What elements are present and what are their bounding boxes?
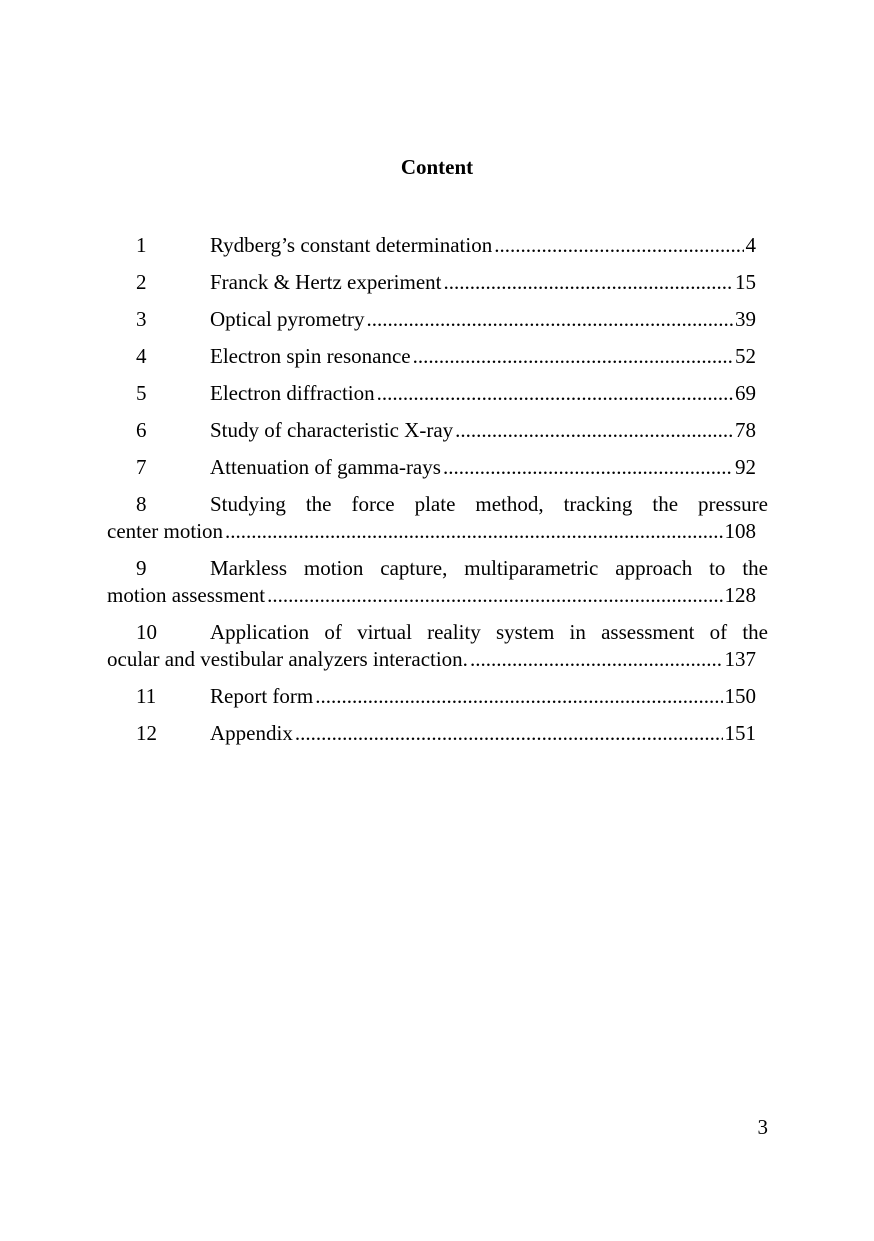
toc-entry-page: 39: [735, 307, 756, 331]
dot-leader: [377, 380, 733, 407]
toc-entry-page: 108: [724, 519, 756, 543]
dot-leader: [413, 343, 733, 370]
toc-entry-title: Study of characteristic X-ray: [210, 418, 454, 442]
toc-entry-title-line2: motion assessment: [107, 583, 266, 607]
toc-entry-page: 52: [735, 344, 756, 368]
dot-leader: [470, 646, 723, 673]
toc-entry-page: 4: [745, 233, 756, 257]
toc-entry-page: 150: [724, 684, 756, 708]
toc-entry-6[interactable]: [107, 417, 768, 444]
toc-entry-10[interactable]: [107, 619, 768, 673]
toc-entry-title: Report form: [210, 684, 314, 708]
toc-entry-11[interactable]: [107, 683, 768, 710]
page-title: Content: [400, 155, 474, 179]
toc-entry-3[interactable]: [107, 306, 768, 333]
toc-entry-8[interactable]: [107, 491, 768, 545]
toc-entry-page: 15: [735, 270, 756, 294]
toc-entry-number: 7: [136, 455, 147, 479]
toc-entry-page: 151: [724, 721, 756, 745]
toc-entry-number: 2: [136, 270, 147, 294]
toc-entry-page: 137: [724, 647, 756, 671]
toc-entry-number: 11: [136, 684, 157, 708]
toc-entry-page: 128: [724, 583, 756, 607]
toc-entry-number: 12: [136, 721, 157, 745]
toc-entry-title-line1: Markless motion capture, multiparametric approach to the: [210, 556, 768, 580]
toc-entry-9[interactable]: [107, 555, 768, 609]
toc-entry-number: 8: [136, 492, 147, 516]
table-of-contents: [107, 232, 768, 757]
toc-entry-page: 78: [735, 418, 756, 442]
dot-leader: [367, 306, 733, 333]
toc-entry-12[interactable]: [107, 720, 768, 747]
toc-entry-number: 4: [136, 344, 147, 368]
toc-entry-title-line1: Application of virtual reality system in assessment of the: [210, 620, 768, 644]
toc-entry-title: Optical pyrometry: [210, 307, 365, 331]
toc-entry-number: 9: [136, 556, 147, 580]
dot-leader: [455, 417, 733, 444]
toc-entry-number: 10: [136, 620, 157, 644]
dot-leader: [444, 269, 734, 296]
toc-entry-title-line2: ocular and vestibular analyzers interaction.: [107, 647, 468, 671]
toc-entry-title: Attenuation of gamma-rays: [210, 455, 441, 479]
dot-leader: [443, 454, 733, 481]
page-number: 3: [757, 1115, 768, 1139]
toc-entry-number: 3: [136, 307, 147, 331]
toc-entry-number: 5: [136, 381, 147, 405]
toc-entry-7[interactable]: [107, 454, 768, 481]
dot-leader: [295, 720, 723, 747]
toc-entry-number: 1: [136, 233, 147, 257]
toc-entry-title: Electron diffraction: [210, 381, 375, 405]
dot-leader: [494, 232, 743, 259]
toc-entry-1[interactable]: [107, 232, 768, 259]
toc-entry-number: 6: [136, 418, 147, 442]
toc-entry-4[interactable]: [107, 343, 768, 370]
dot-leader: [267, 582, 722, 609]
toc-entry-title: Rydberg’s constant determination: [210, 233, 493, 257]
toc-entry-2[interactable]: [107, 269, 768, 296]
toc-entry-page: 69: [735, 381, 756, 405]
toc-entry-title: Appendix: [210, 721, 293, 745]
toc-entry-page: 92: [735, 455, 756, 479]
dot-leader: [225, 518, 722, 545]
toc-entry-5[interactable]: [107, 380, 768, 407]
toc-entry-title-line2: center motion: [107, 519, 224, 543]
dot-leader: [315, 683, 722, 710]
toc-entry-title-line1: Studying the force plate method, tracking the pressure: [210, 492, 768, 516]
toc-entry-title: Franck & Hertz experiment: [210, 270, 442, 294]
toc-entry-title: Electron spin resonance: [210, 344, 411, 368]
